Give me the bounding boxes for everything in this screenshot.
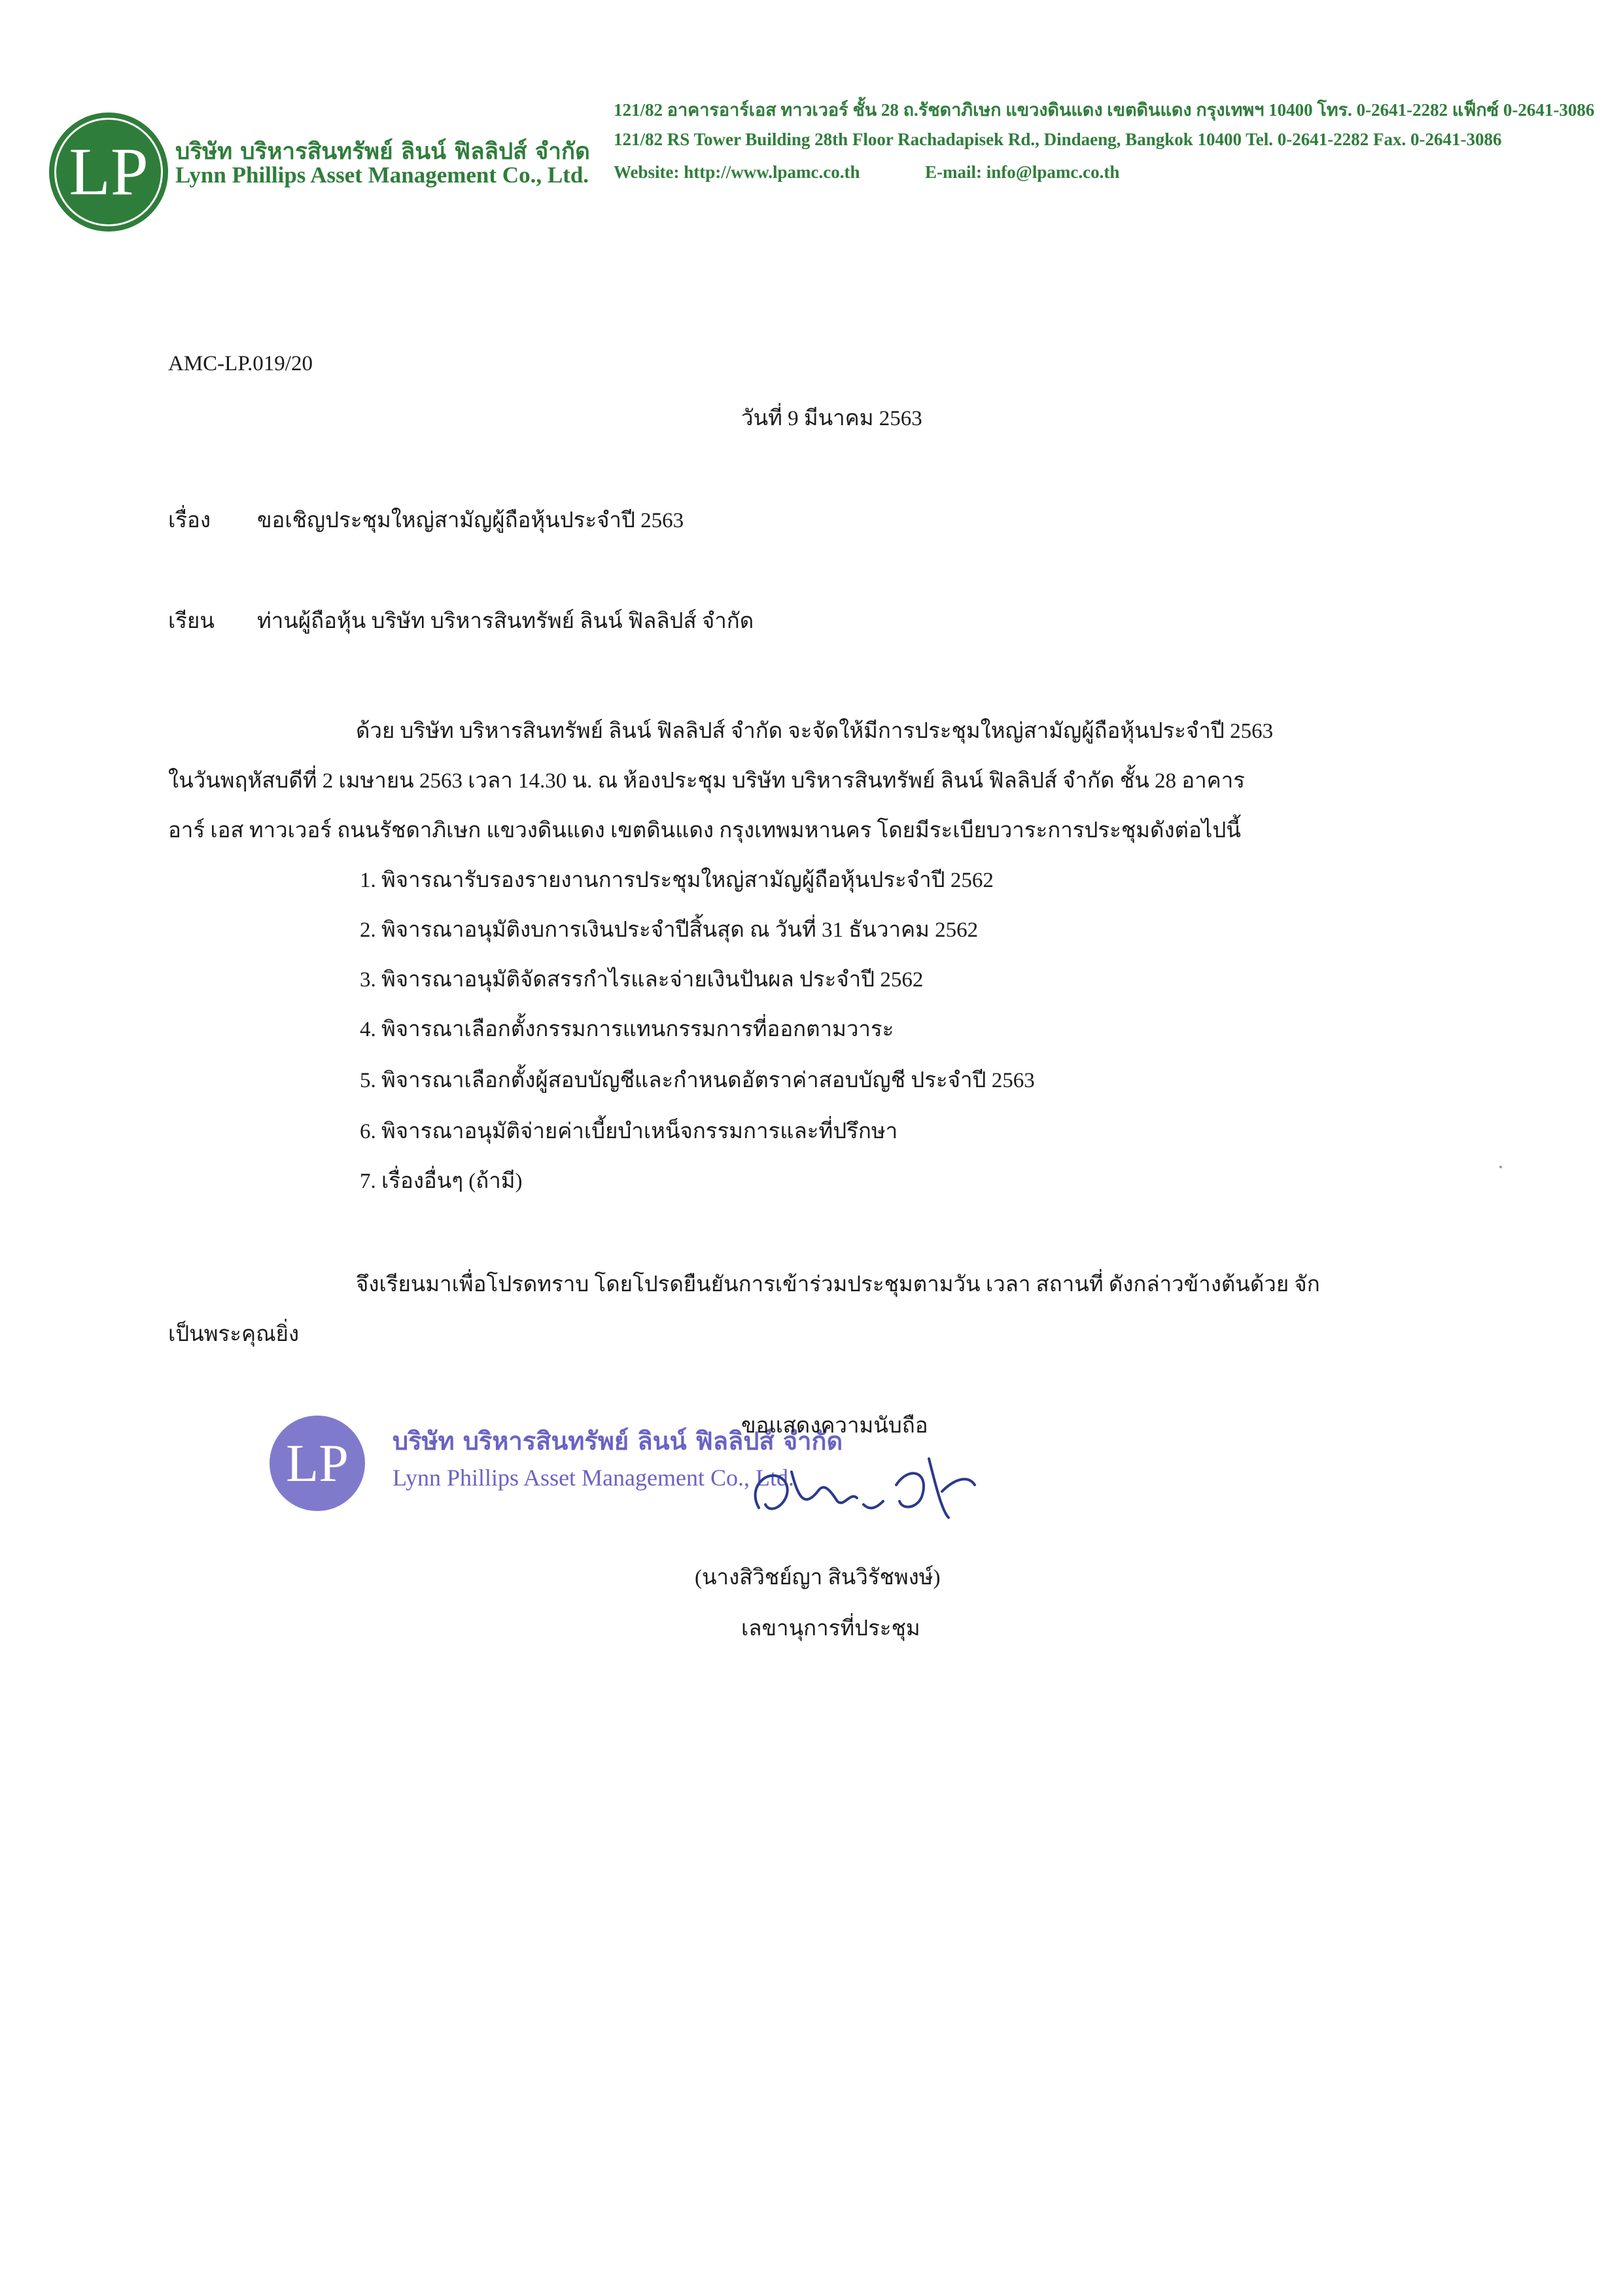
address-english: 121/82 RS Tower Building 28th Floor Rachadapisek Rd., Dindaeng, Bangkok 10400 Tel. 0-2641-2282 Fax. 0-2641-3086 — [614, 130, 1502, 149]
email-link[interactable]: E-mail: info@lpamc.co.th — [925, 162, 1120, 182]
reference-number: AMC-LP.019/20 — [168, 352, 313, 375]
subject-text: ขอเชิญประชุมใหญ่สามัญผู้ถือหุ้นประจำปี 2563 — [257, 509, 684, 532]
closing-line: จึงเรียนมาเพื่อโปรดทราบ โดยโปรดยืนยันการเข้าร่วมประชุมตามวัน เวลา สถานที่ ดังกล่าวข้างต้นด้วย จัก — [356, 1273, 1320, 1296]
regards-text: ขอแสดงความนับถือ — [741, 1414, 928, 1438]
company-logo — [49, 113, 168, 232]
body-line: ด้วย บริษัท บริหารสินทรัพย์ ลินน์ ฟิลลิปส์ จำกัด จะจัดให้มีการประชุมใหญ่สามัญผู้ถือหุ้นประจำปี 2563 — [356, 720, 1274, 743]
scan-speck — [1499, 1166, 1502, 1168]
company-name-english: Lynn Phillips Asset Management Co., Ltd. — [175, 162, 589, 188]
stamp-logo — [270, 1416, 365, 1511]
stamp-logo-text: LP — [286, 1433, 349, 1493]
agenda-item: 5. พิจารณาเลือกตั้งผู้สอบบัญชีและกำหนดอัตราค่าสอบบัญชี ประจำปี 2563 — [360, 1069, 1035, 1092]
signer-role: เลขานุการที่ประชุม — [741, 1617, 920, 1641]
logo-text: LP — [69, 134, 148, 209]
handwritten-signature — [733, 1446, 981, 1537]
address-thai: 121/82 อาคารอาร์เอส ทาวเวอร์ ชั้น 28 ถ.รัชดาภิเษก แขวงดินแดง เขตดินแดง กรุงเทพฯ 10400 โทร. 0-2641-2282 แฟ็กซ์ 0-2641-3086 — [614, 100, 1595, 120]
stamp-company-thai: บริษัท บริหารสินทรัพย์ ลินน์ ฟิลลิปส์ จำกัด — [393, 1426, 843, 1455]
body-line: อาร์ เอส ทาวเวอร์ ถนนรัชดาภิเษก แขวงดินแดง เขตดินแดง กรุงเทพมหานคร โดยมีระเบียบวาระการประชุมดังต่อไปนี้ — [168, 819, 1241, 843]
agenda-item: 6. พิจารณาอนุมัติจ่ายค่าเบี้ยบำเหน็จกรรมการและที่ปรึกษา — [360, 1120, 898, 1143]
stamp-company-english: Lynn Phillips Asset Management Co., Ltd. — [393, 1465, 794, 1491]
signer-name: (นางสิวิชย์ญา สินวิรัชพงษ์) — [695, 1566, 941, 1590]
website-link[interactable]: Website: http://www.lpamc.co.th — [614, 162, 860, 182]
agenda-item: 4. พิจารณาเลือกตั้งกรรมการแทนกรรมการที่ออกตามวาระ — [360, 1018, 894, 1041]
letter-date: วันที่ 9 มีนาคม 2563 — [741, 407, 922, 430]
agenda-item: 3. พิจารณาอนุมัติจัดสรรกำไรและจ่ายเงินปันผล ประจำปี 2562 — [360, 968, 924, 992]
company-name-thai: บริษัท บริหารสินทรัพย์ ลินน์ ฟิลลิปส์ จำกัด — [175, 138, 590, 165]
recipient-label: เรียน — [168, 610, 215, 633]
subject-label: เรื่อง — [168, 509, 211, 532]
body-line: ในวันพฤหัสบดีที่ 2 เมษายน 2563 เวลา 14.30 น. ณ ห้องประชุม บริษัท บริหารสินทรัพย์ ลินน์ ฟิลลิปส์ จำกัด ชั้น 28 อาคาร — [168, 769, 1245, 793]
recipient-text: ท่านผู้ถือหุ้น บริษัท บริหารสินทรัพย์ ลินน์ ฟิลลิปส์ จำกัด — [257, 610, 754, 633]
agenda-item: 2. พิจารณาอนุมัติงบการเงินประจำปีสิ้นสุด ณ วันที่ 31 ธันวาคม 2562 — [360, 918, 979, 942]
closing-line: เป็นพระคุณยิ่ง — [168, 1323, 300, 1346]
agenda-item: 7. เรื่องอื่นๆ (ถ้ามี) — [360, 1170, 523, 1193]
agenda-item: 1. พิจารณารับรองรายงานการประชุมใหญ่สามัญผู้ถือหุ้นประจำปี 2562 — [360, 869, 994, 892]
